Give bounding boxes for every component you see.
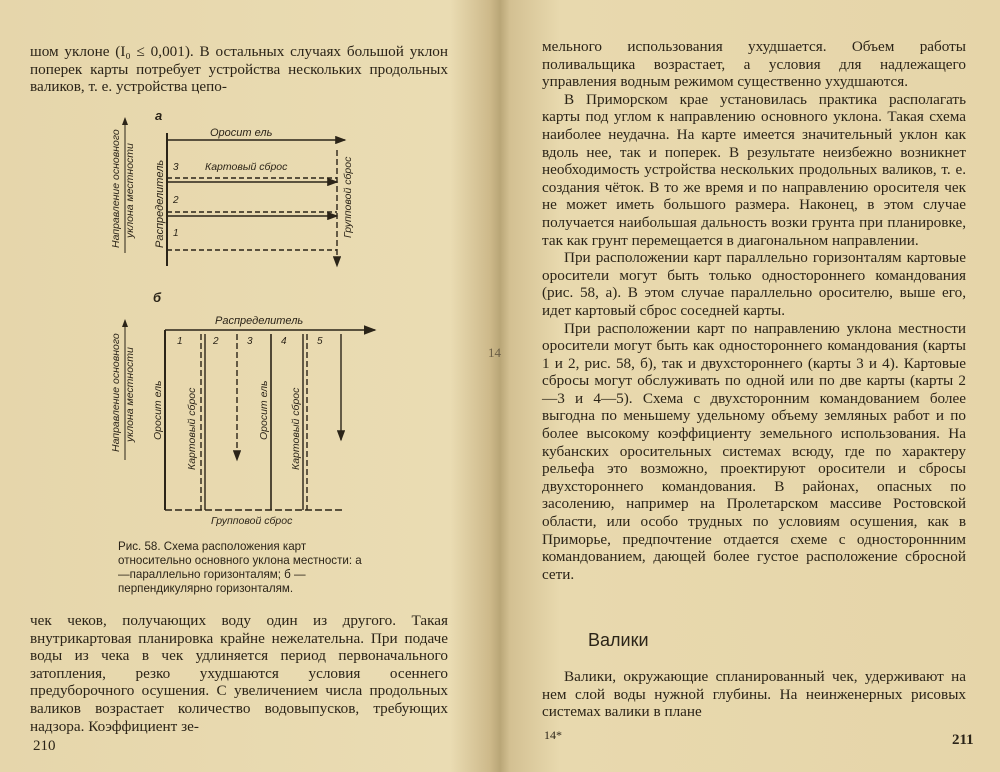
- figure-b-num-1: 1: [177, 336, 183, 347]
- right-text-block: [542, 38, 966, 583]
- figure-a-kartovyi: Картовый сброс: [205, 161, 288, 173]
- figure-b-raspredelitel: Распределитель: [215, 315, 304, 327]
- figure-b-orositel-2: Оросит ель: [258, 380, 270, 440]
- right-bottom-text: [542, 668, 966, 721]
- left-page: [0, 0, 490, 772]
- figure-a-orositel: Оросит ель: [210, 127, 273, 139]
- paragraph-4: При расположении карт по направлению уклона местности оросители могут быть как одностороннего командования (карты 1 и 2, рис. 58, б), так и двухстороннего (карты 3 и 4). Картовые сбросы могут обслуживать по одной или по две карты (карты 2—3 и 4—5). Схема с двухсторонним командованием более выгодна по меньшему удельному объему земляных работ и по более высокому коэффициенту земельного использования. На кубанских оросительных системах всюду, где по характеру рельефа это возможно, проектируют оросители и сбросы двухстороннего командования. В районах, опасных по засолению, например на Пролетарском массиве Ростовской области, или особо трудных по условиям осушения, как в Приморье, предпочтение отдается схеме с одностороннним командованием, дающей более густое расположение сбросной сети.: [542, 319, 966, 583]
- figure-b-num-4: 4: [281, 336, 287, 347]
- paragraph-2: В Приморском крае установилась практика располагать карты под углом к направлению основного уклона. Такая схема наиболее неудачна. На карте имеется значительный уклон как вдоль нее, так и поперек. В результате неизбежно возникнет необходимость устройства нескольких продольных валиков, т. е. создания чёток. В то же время и по направлению оросителя чек не может иметь большого размера. Наконец, в этом случае получается наибольшая дальность возки грунта при планировке, так как грунт перемещается в диагональном направлении.: [542, 90, 966, 249]
- page-number-left: 210: [33, 738, 56, 754]
- left-bottom-text: чек чеков, получающих воду один из другого. Такая внутрикартовая планировка крайне нежелательна. При подаче воды из чека в чек удлиняется период первоначального затопления, резко ухудшаются условия осеннего предуборочного осушения. С увеличением числа продольных валиков возрастает количество водовыпусков, требующих надзора. Коэффициент зе-: [30, 612, 448, 735]
- figure-a-num-1: 1: [173, 228, 179, 239]
- signature-mark: 14*: [544, 728, 562, 742]
- figure-b-gruppovoi: Групповой сброс: [211, 515, 293, 527]
- figure-b-num-3: 3: [247, 336, 253, 347]
- right-page: [500, 0, 1000, 772]
- left-top-text: шом уклоне (I₀ ≤ 0,001). В остальных случаях большой уклон поперек карты потребует устройства нескольких продольных валиков, т. е. устройства цепо-: [30, 43, 448, 96]
- figure-a-num-3: 3: [173, 162, 179, 173]
- figure-b-kartovyi-1: Картовый сброс: [186, 387, 198, 470]
- figure-b-kartovyi-2: Картовый сброс: [290, 387, 302, 470]
- figure-a-raspredelitel: Распределитель: [154, 159, 166, 248]
- figure-a-gruppovoi: Групповой сброс: [342, 156, 354, 238]
- paragraph-5: Валики, окружающие спланированный чек, удерживают на нем слой воды нужной глубины. На неинженерных рисовых системах валики в плане: [542, 668, 966, 721]
- figure-58b: [105, 290, 395, 530]
- paragraph-1: мельного использования ухудшается. Объем работы поливальщика возрастает, а условия для надлежащего управления водным режимом существенно ухудшаются.: [542, 38, 966, 91]
- section-heading: Валики: [588, 630, 649, 650]
- figure-a-side-label-1: Направление основного: [110, 129, 122, 248]
- figure-58a: [105, 108, 365, 278]
- figure-a-side-label-2: уклона местности: [124, 143, 136, 238]
- figure-a-label: а: [155, 108, 163, 123]
- paragraph-3: При расположении карт параллельно горизонталям картовые оросители могут быть только одностороннего командования (рис. 58, а). В этом случае параллельно оросителю, выше его, идет картовый сброс соседней карты.: [542, 249, 966, 319]
- figure-b-orositel-1: Оросит ель: [152, 380, 164, 440]
- figure-a-num-2: 2: [173, 195, 179, 206]
- figure-b-side-label-1: Направление основного: [110, 333, 122, 452]
- gutter-mark: 14: [488, 345, 501, 360]
- figure-b-num-2: 2: [213, 336, 219, 347]
- figure-b-label: б: [153, 290, 162, 305]
- figure-caption: Рис. 58. Схема расположения карт относительно основного уклона местности: а—параллельно горизонталям; б — перпендикулярно горизонталям.: [118, 540, 362, 595]
- page-number-right: 211: [952, 732, 974, 748]
- figure-b-side-label-2: уклона местности: [124, 347, 136, 442]
- figure-b-num-5: 5: [317, 336, 323, 347]
